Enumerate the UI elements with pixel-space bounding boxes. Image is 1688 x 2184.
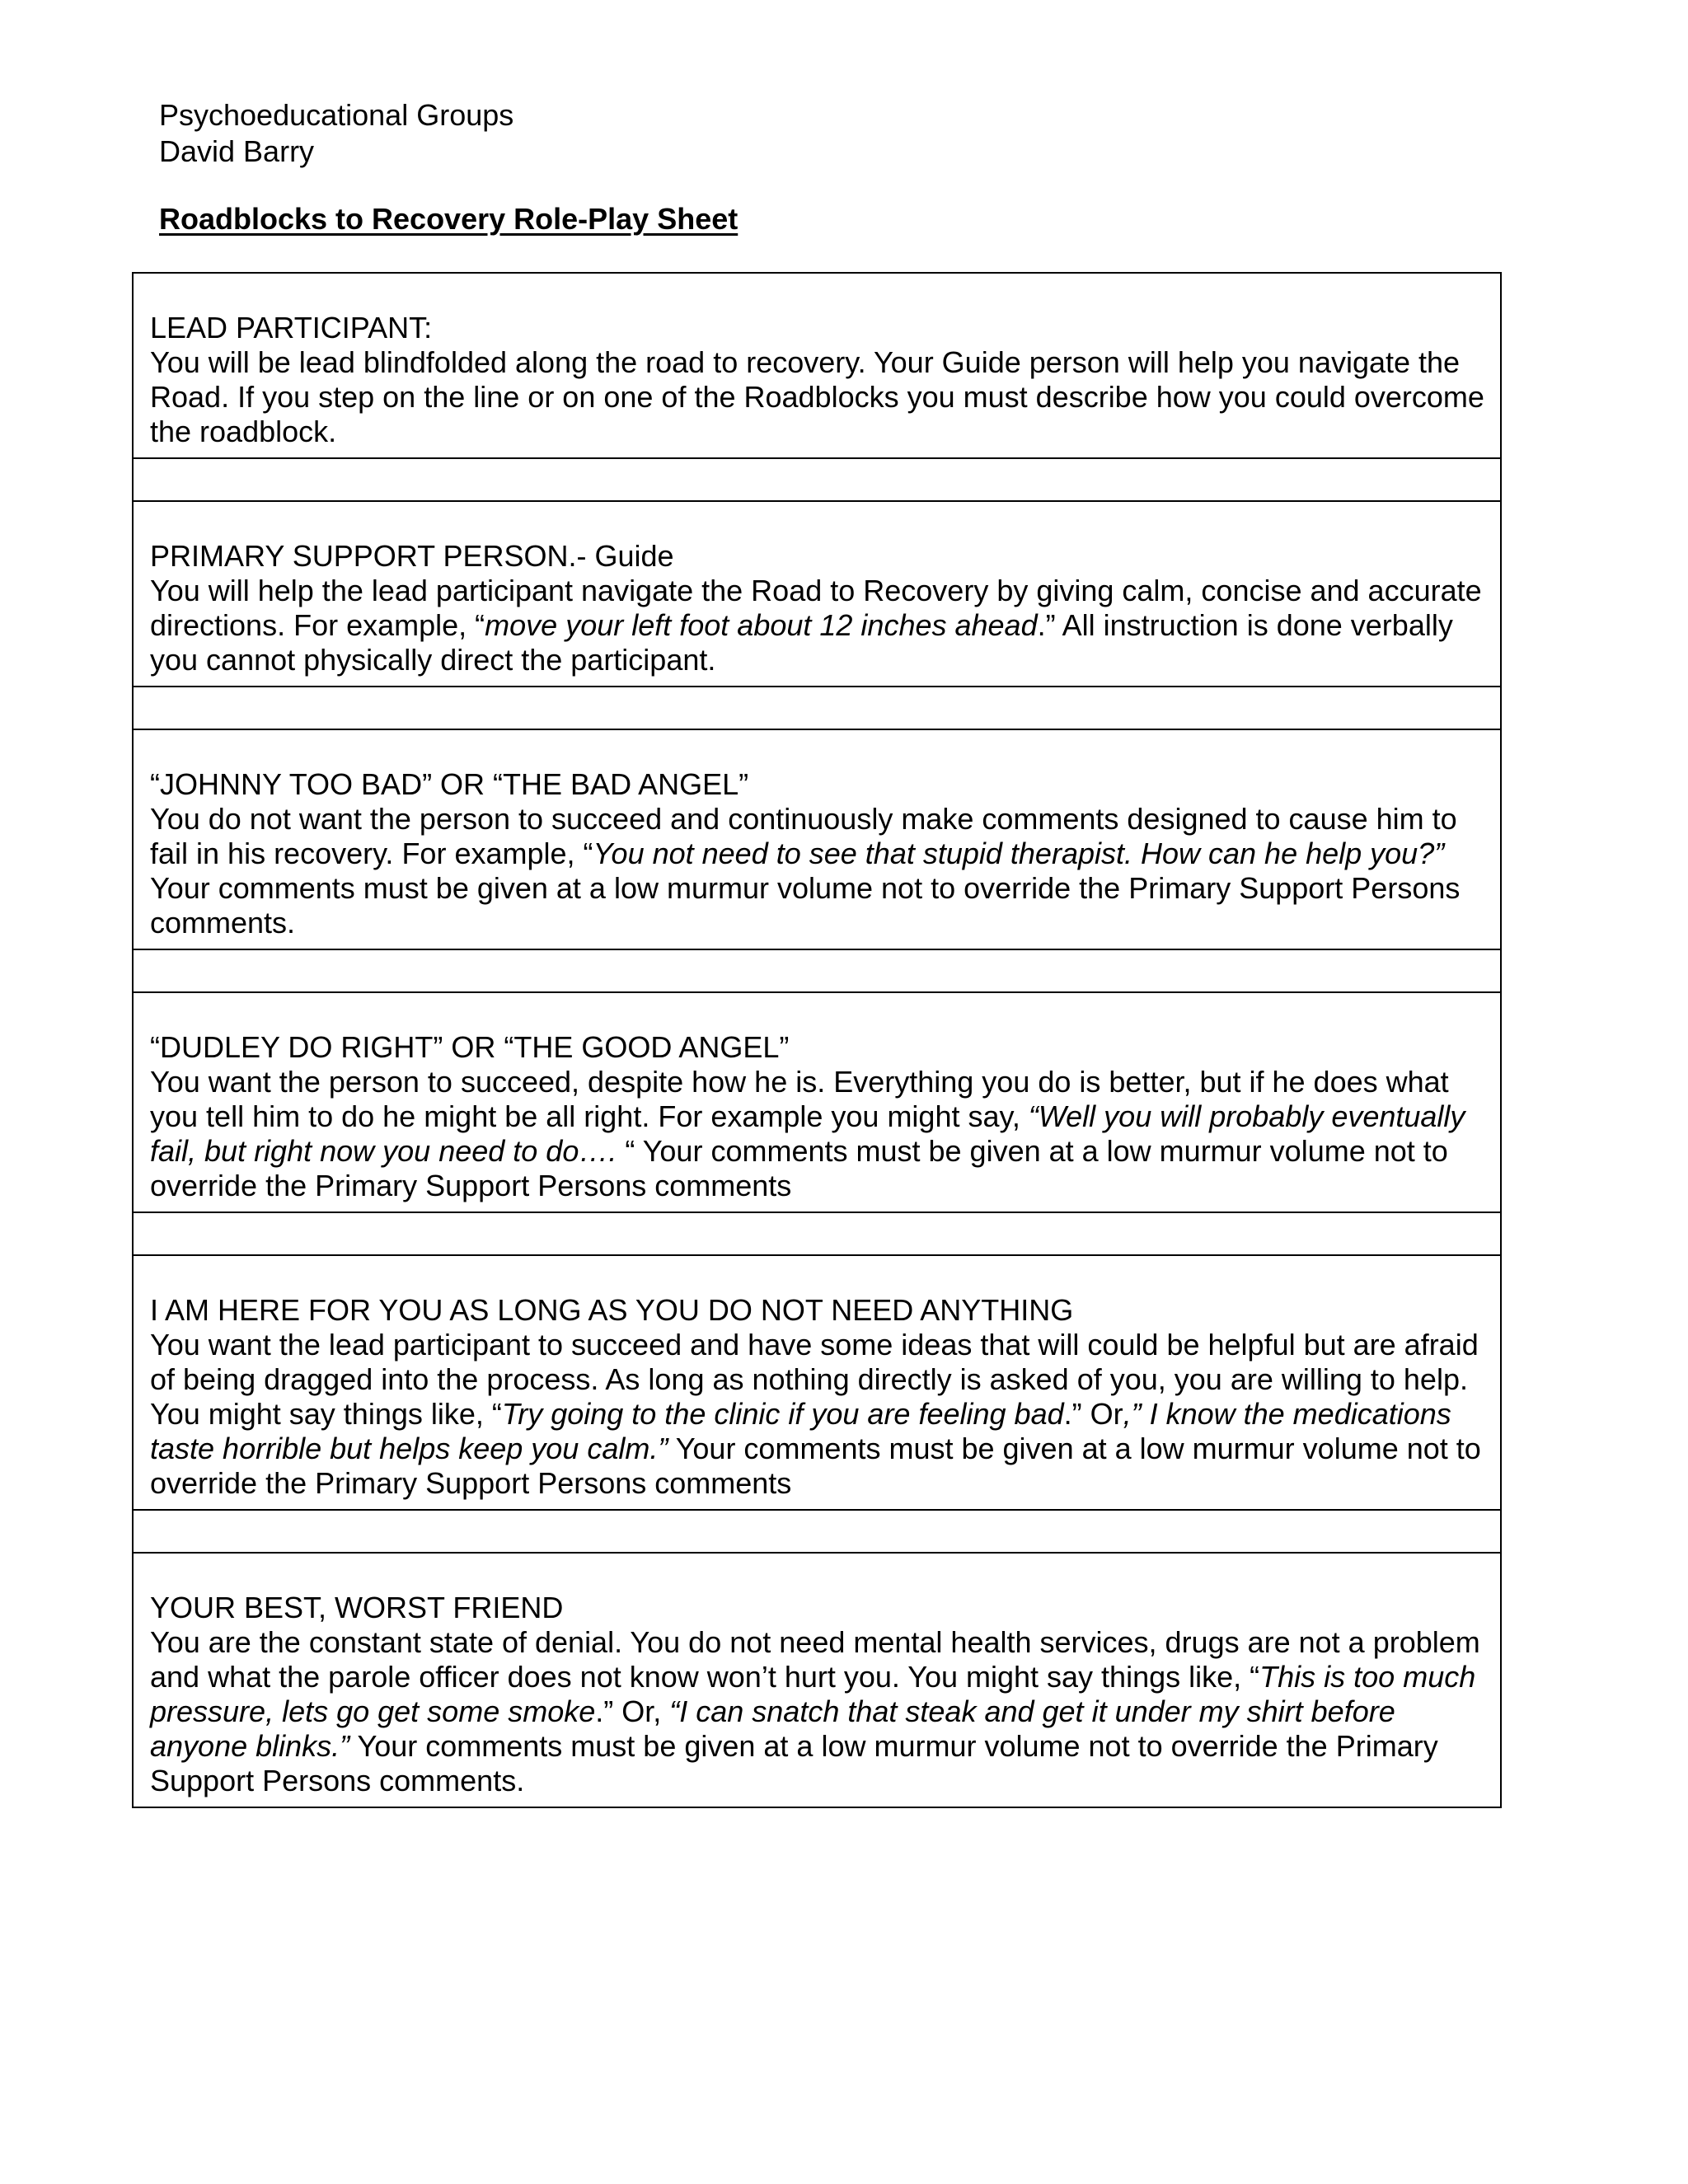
italic-quote: move your left foot about 12 inches ahead — [485, 608, 1038, 642]
spacer-row — [134, 457, 1500, 500]
text-segment: “ Your comments must be given at a low murmur volume not to override the Primary Support Persons comments — [150, 1134, 1448, 1202]
role-row — [134, 1552, 1500, 1807]
document-header — [159, 97, 513, 170]
text-segment: Your comments must be given at a low murmur volume not to override the Primary Support Persons comments — [150, 1432, 1481, 1500]
role-heading: YOUR BEST, WORST FRIEND — [150, 1591, 564, 1624]
text-segment: .” Or — [1063, 1397, 1123, 1431]
role-heading: “JOHNNY TOO BAD” OR “THE BAD ANGEL” — [150, 767, 749, 801]
text-segment: You want the person to succeed, despite how he is. Everything you do is better, but if he does what you tell him to do he might be all right. For example you might say, — [150, 1065, 1449, 1133]
role-heading: PRIMARY SUPPORT PERSON.- Guide — [150, 539, 674, 573]
role-description — [150, 345, 1485, 449]
spacer-row — [134, 686, 1500, 729]
page-title: Roadblocks to Recovery Role-Play Sheet — [159, 202, 738, 236]
spacer-row — [134, 1212, 1500, 1254]
italic-quote: “Well you will probably eventually fail, but right now you need to do…. — [150, 1099, 1465, 1168]
course-name: Psychoeducational Groups — [159, 98, 514, 132]
role-row — [134, 729, 1500, 949]
text-segment: You will help the lead participant navigate the Road to Recovery by giving calm, concise and accurate directions. For example, “ — [150, 574, 1482, 642]
role-row — [134, 991, 1500, 1212]
author-name: David Barry — [159, 134, 315, 168]
text-segment: You will be lead blindfolded along the road to recovery. Your Guide person will help you navigate the Road. If you step on the line or on one of the Roadblocks you must describe how you could overcome the roadblock. — [150, 345, 1484, 448]
text-segment: .” All instruction is done verbally you cannot physically direct the participant. — [150, 608, 1453, 677]
italic-quote: Try going to the clinic if you are feeling bad — [501, 1397, 1064, 1431]
text-segment: You want the lead participant to succeed and have some ideas that will could be helpful but are afraid of being dragged into the process. As long as nothing directly is asked of you, you are willing to help. You might say things like, “ — [150, 1328, 1479, 1431]
italic-quote: This is too much pressure, lets go get some smoke — [150, 1660, 1476, 1728]
role-row — [134, 500, 1500, 686]
role-description — [150, 574, 1485, 677]
roles-table — [132, 272, 1502, 1808]
role-description — [150, 1625, 1485, 1798]
text-segment: Your comments must be given at a low murmur volume not to override the Primary Support Persons comments. — [150, 1729, 1438, 1797]
role-heading: LEAD PARTICIPANT: — [150, 311, 433, 344]
spacer-row — [134, 1509, 1500, 1552]
role-description — [150, 1328, 1485, 1501]
italic-quote: You not need to see that stupid therapist. How can he help you?” — [593, 837, 1445, 870]
italic-quote: ,” I know the medications taste horrible but helps keep you calm.” — [150, 1397, 1451, 1465]
text-segment: .” Or, — [595, 1694, 670, 1728]
role-row — [134, 1254, 1500, 1509]
spacer-row — [134, 949, 1500, 991]
role-row — [134, 274, 1500, 457]
role-description — [150, 1065, 1485, 1203]
text-segment: Your comments must be given at a low murmur volume not to override the Primary Support Persons comments. — [150, 871, 1461, 940]
role-heading: I AM HERE FOR YOU AS LONG AS YOU DO NOT NEED ANYTHING — [150, 1293, 1074, 1327]
role-description — [150, 802, 1485, 940]
italic-quote: “I can snatch that steak and get it under my shirt before anyone blinks.” — [150, 1694, 1395, 1763]
role-heading: “DUDLEY DO RIGHT” OR “THE GOOD ANGEL” — [150, 1030, 790, 1064]
text-segment: You do not want the person to succeed and continuously make comments designed to cause him to fail in his recovery. For example, “ — [150, 802, 1457, 870]
text-segment: You are the constant state of denial. You do not need mental health services, drugs are not a problem and what the parole officer does not know won’t hurt you. You might say things like, “ — [150, 1625, 1480, 1694]
